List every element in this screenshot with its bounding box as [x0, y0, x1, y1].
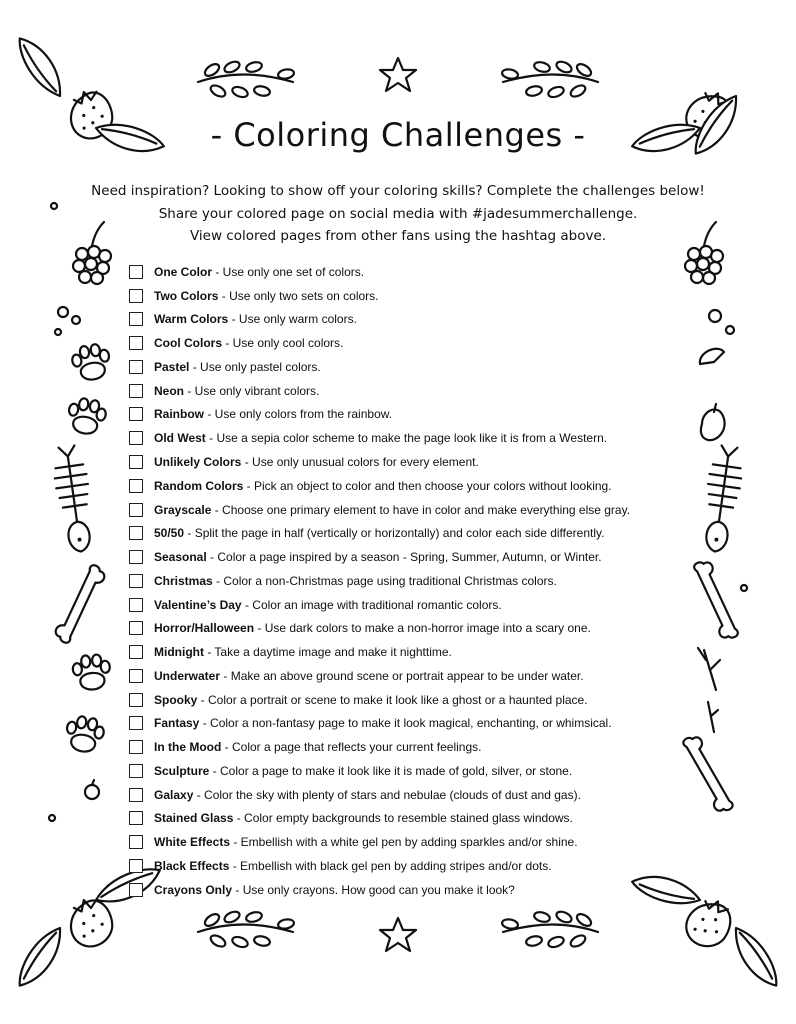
challenge-description: - Embellish with black gel pen by adding stripes and/or dots. [229, 859, 552, 874]
challenge-checkbox[interactable] [129, 811, 143, 825]
challenge-item [129, 284, 689, 308]
challenge-item [129, 807, 689, 831]
challenge-description: - Use only one set of colors. [212, 264, 365, 279]
challenge-text [154, 550, 602, 564]
challenge-text [154, 574, 557, 588]
challenge-name: Two Colors [154, 288, 219, 303]
challenge-checkbox[interactable] [129, 550, 143, 564]
challenge-item [129, 403, 689, 427]
challenge-text [154, 431, 607, 445]
challenge-item [129, 569, 689, 593]
challenge-checkbox[interactable] [129, 265, 143, 279]
challenge-name: Spooky [154, 692, 198, 707]
challenge-description: - Color a page that reflects your current feelings. [221, 740, 482, 755]
challenge-description: - Color a portrait or scene to make it look like a ghost or a haunted place. [197, 692, 588, 707]
intro-text [60, 180, 736, 248]
challenge-name: Sculpture [154, 763, 210, 778]
challenge-checkbox[interactable] [129, 336, 143, 350]
challenge-description: - Color a page inspired by a season - Spring, Summer, Autumn, or Winter. [206, 550, 602, 565]
challenge-description: - Pick an object to color and then choose your colors without looking. [243, 478, 612, 493]
challenge-checkbox[interactable] [129, 574, 143, 588]
challenge-description: - Use only pastel colors. [189, 359, 321, 374]
challenge-name: Warm Colors [154, 312, 229, 327]
challenge-name: Valentine’s Day [154, 597, 242, 612]
challenge-text [154, 312, 357, 326]
challenge-description: - Use dark colors to make a non-horror image into a scary one. [254, 621, 591, 636]
challenge-name: Grayscale [154, 502, 212, 517]
challenge-name: Old West [154, 431, 206, 446]
challenge-description: - Use only two sets on colors. [218, 288, 379, 303]
challenge-item [129, 308, 689, 332]
challenge-text [154, 788, 581, 802]
challenge-checkbox[interactable] [129, 859, 143, 873]
challenge-checkbox[interactable] [129, 645, 143, 659]
challenge-item [129, 498, 689, 522]
challenge-item [129, 521, 689, 545]
challenge-item [129, 616, 689, 640]
challenge-item [129, 712, 689, 736]
challenge-description: - Embellish with a white gel pen by adding sparkles and/or shine. [230, 835, 578, 850]
intro-line: Share your colored page on social media with #jadesummerchallenge. [158, 205, 638, 222]
challenge-description: - Split the page in half (vertically or horizontally) and color each side differently. [184, 526, 605, 541]
challenge-text [154, 384, 319, 398]
challenge-checkbox[interactable] [129, 693, 143, 707]
challenge-text [154, 360, 321, 374]
challenge-text [154, 336, 343, 350]
challenge-text [154, 859, 552, 873]
challenge-name: Crayons Only [154, 882, 233, 897]
challenge-item [129, 854, 689, 878]
challenge-checkbox[interactable] [129, 407, 143, 421]
challenge-checkbox[interactable] [129, 384, 143, 398]
challenge-text [154, 669, 584, 683]
challenge-checkbox[interactable] [129, 621, 143, 635]
challenge-checkbox[interactable] [129, 598, 143, 612]
challenge-name: In the Mood [154, 740, 222, 755]
intro-line: View colored pages from other fans using the hashtag above. [189, 228, 607, 244]
challenge-description: - Color empty backgrounds to resemble stained glass windows. [233, 811, 573, 826]
challenge-item [129, 260, 689, 284]
challenge-text [154, 526, 604, 540]
challenge-description: - Color an image with traditional romantic colors. [241, 597, 502, 612]
challenge-description: - Use only unusual colors for every element. [241, 455, 479, 469]
challenge-text [154, 645, 452, 659]
challenge-text [154, 693, 588, 707]
challenge-checkbox[interactable] [129, 764, 143, 778]
challenge-item [129, 759, 689, 783]
challenge-description: - Make an above ground scene or portrait appear to be under water. [220, 668, 584, 683]
challenge-list [129, 260, 689, 902]
challenge-description: - Color a page to make it look like it is made of gold, silver, or stone. [209, 763, 573, 778]
challenge-text [154, 811, 573, 825]
challenge-name: White Effects [154, 835, 231, 850]
challenge-name: Neon [154, 383, 184, 398]
challenge-checkbox[interactable] [129, 503, 143, 517]
challenge-description: - Use only cool colors. [222, 336, 344, 351]
challenge-item [129, 783, 689, 807]
challenge-item [129, 331, 689, 355]
challenge-name: Christmas [154, 573, 213, 588]
challenge-item [129, 545, 689, 569]
challenge-checkbox[interactable] [129, 835, 143, 849]
challenge-item [129, 426, 689, 450]
intro-line: Need inspiration? Looking to show off your coloring skills? Complete the challenges below! [91, 183, 705, 199]
challenge-text [154, 479, 612, 493]
challenge-text [154, 407, 392, 421]
challenge-item [129, 735, 689, 759]
challenge-item [129, 830, 689, 854]
challenge-checkbox[interactable] [129, 788, 143, 802]
challenge-item [129, 355, 689, 379]
challenge-description: - Color the sky with plenty of stars and nebulae (clouds of dust and gas). [193, 787, 581, 802]
challenge-item [129, 450, 689, 474]
page-title: - Coloring Challenges - [210, 116, 586, 154]
challenge-name: Unlikely Colors [154, 455, 242, 469]
challenge-description: - Color a non-fantasy page to make it look magical, enchanting, or whimsical. [199, 716, 612, 731]
challenge-description: - Use only vibrant colors. [184, 383, 320, 398]
challenge-name: Underwater [154, 668, 221, 683]
challenge-checkbox[interactable] [129, 479, 143, 493]
challenge-description: - Choose one primary element to have in color and make everything else gray. [211, 502, 631, 517]
challenge-name: 50/50 [154, 526, 185, 541]
challenge-name: Galaxy [154, 787, 194, 802]
challenge-name: Random Colors [154, 478, 244, 493]
challenge-text [154, 835, 578, 849]
challenge-description: - Use only warm colors. [228, 312, 357, 327]
challenge-description: - Use a sepia color scheme to make the page look like it is from a Western. [205, 431, 608, 446]
challenge-name: Rainbow [154, 407, 204, 422]
challenge-checkbox[interactable] [129, 740, 143, 754]
challenge-item [129, 640, 689, 664]
challenge-text [154, 289, 379, 303]
challenge-checkbox[interactable] [129, 669, 143, 683]
challenge-name: Cool Colors [154, 336, 222, 351]
challenge-name: Black Effects [154, 859, 230, 874]
challenge-checkbox[interactable] [129, 716, 143, 730]
challenge-name: Midnight [154, 645, 204, 660]
challenge-text [154, 265, 364, 279]
challenge-item [129, 688, 689, 712]
challenge-name: Stained Glass [154, 811, 234, 826]
challenge-description: - Use only colors from the rainbow. [204, 407, 393, 422]
challenge-description: - Use only crayons. How good can you make it look? [232, 882, 515, 897]
challenge-item [129, 593, 689, 617]
challenge-description: - Color a non-Christmas page using traditional Christmas colors. [212, 573, 557, 588]
challenge-checkbox[interactable] [129, 312, 143, 326]
challenge-description: - Take a daytime image and make it nighttime. [203, 645, 452, 660]
challenge-checkbox[interactable] [129, 289, 143, 303]
challenge-text [154, 716, 612, 730]
challenge-checkbox[interactable] [129, 360, 143, 374]
challenge-text [154, 740, 481, 754]
challenge-text [154, 883, 515, 897]
challenge-checkbox[interactable] [129, 431, 143, 445]
challenge-item [129, 878, 689, 902]
challenge-text [154, 764, 572, 778]
challenge-item [129, 474, 689, 498]
challenge-item [129, 379, 689, 403]
challenge-text [154, 621, 591, 635]
challenge-name: Seasonal [154, 550, 207, 565]
challenge-checkbox[interactable] [129, 526, 143, 540]
challenge-text [154, 503, 630, 517]
challenge-name: One Color [154, 264, 213, 279]
challenge-checkbox[interactable] [129, 883, 143, 897]
challenge-name: Fantasy [154, 716, 200, 731]
challenge-name: Pastel [154, 359, 190, 374]
challenge-name: Horror/Halloween [154, 621, 255, 636]
challenge-text [154, 598, 502, 612]
challenge-checkbox[interactable] [129, 455, 143, 469]
challenge-text [154, 455, 479, 469]
challenge-item [129, 664, 689, 688]
